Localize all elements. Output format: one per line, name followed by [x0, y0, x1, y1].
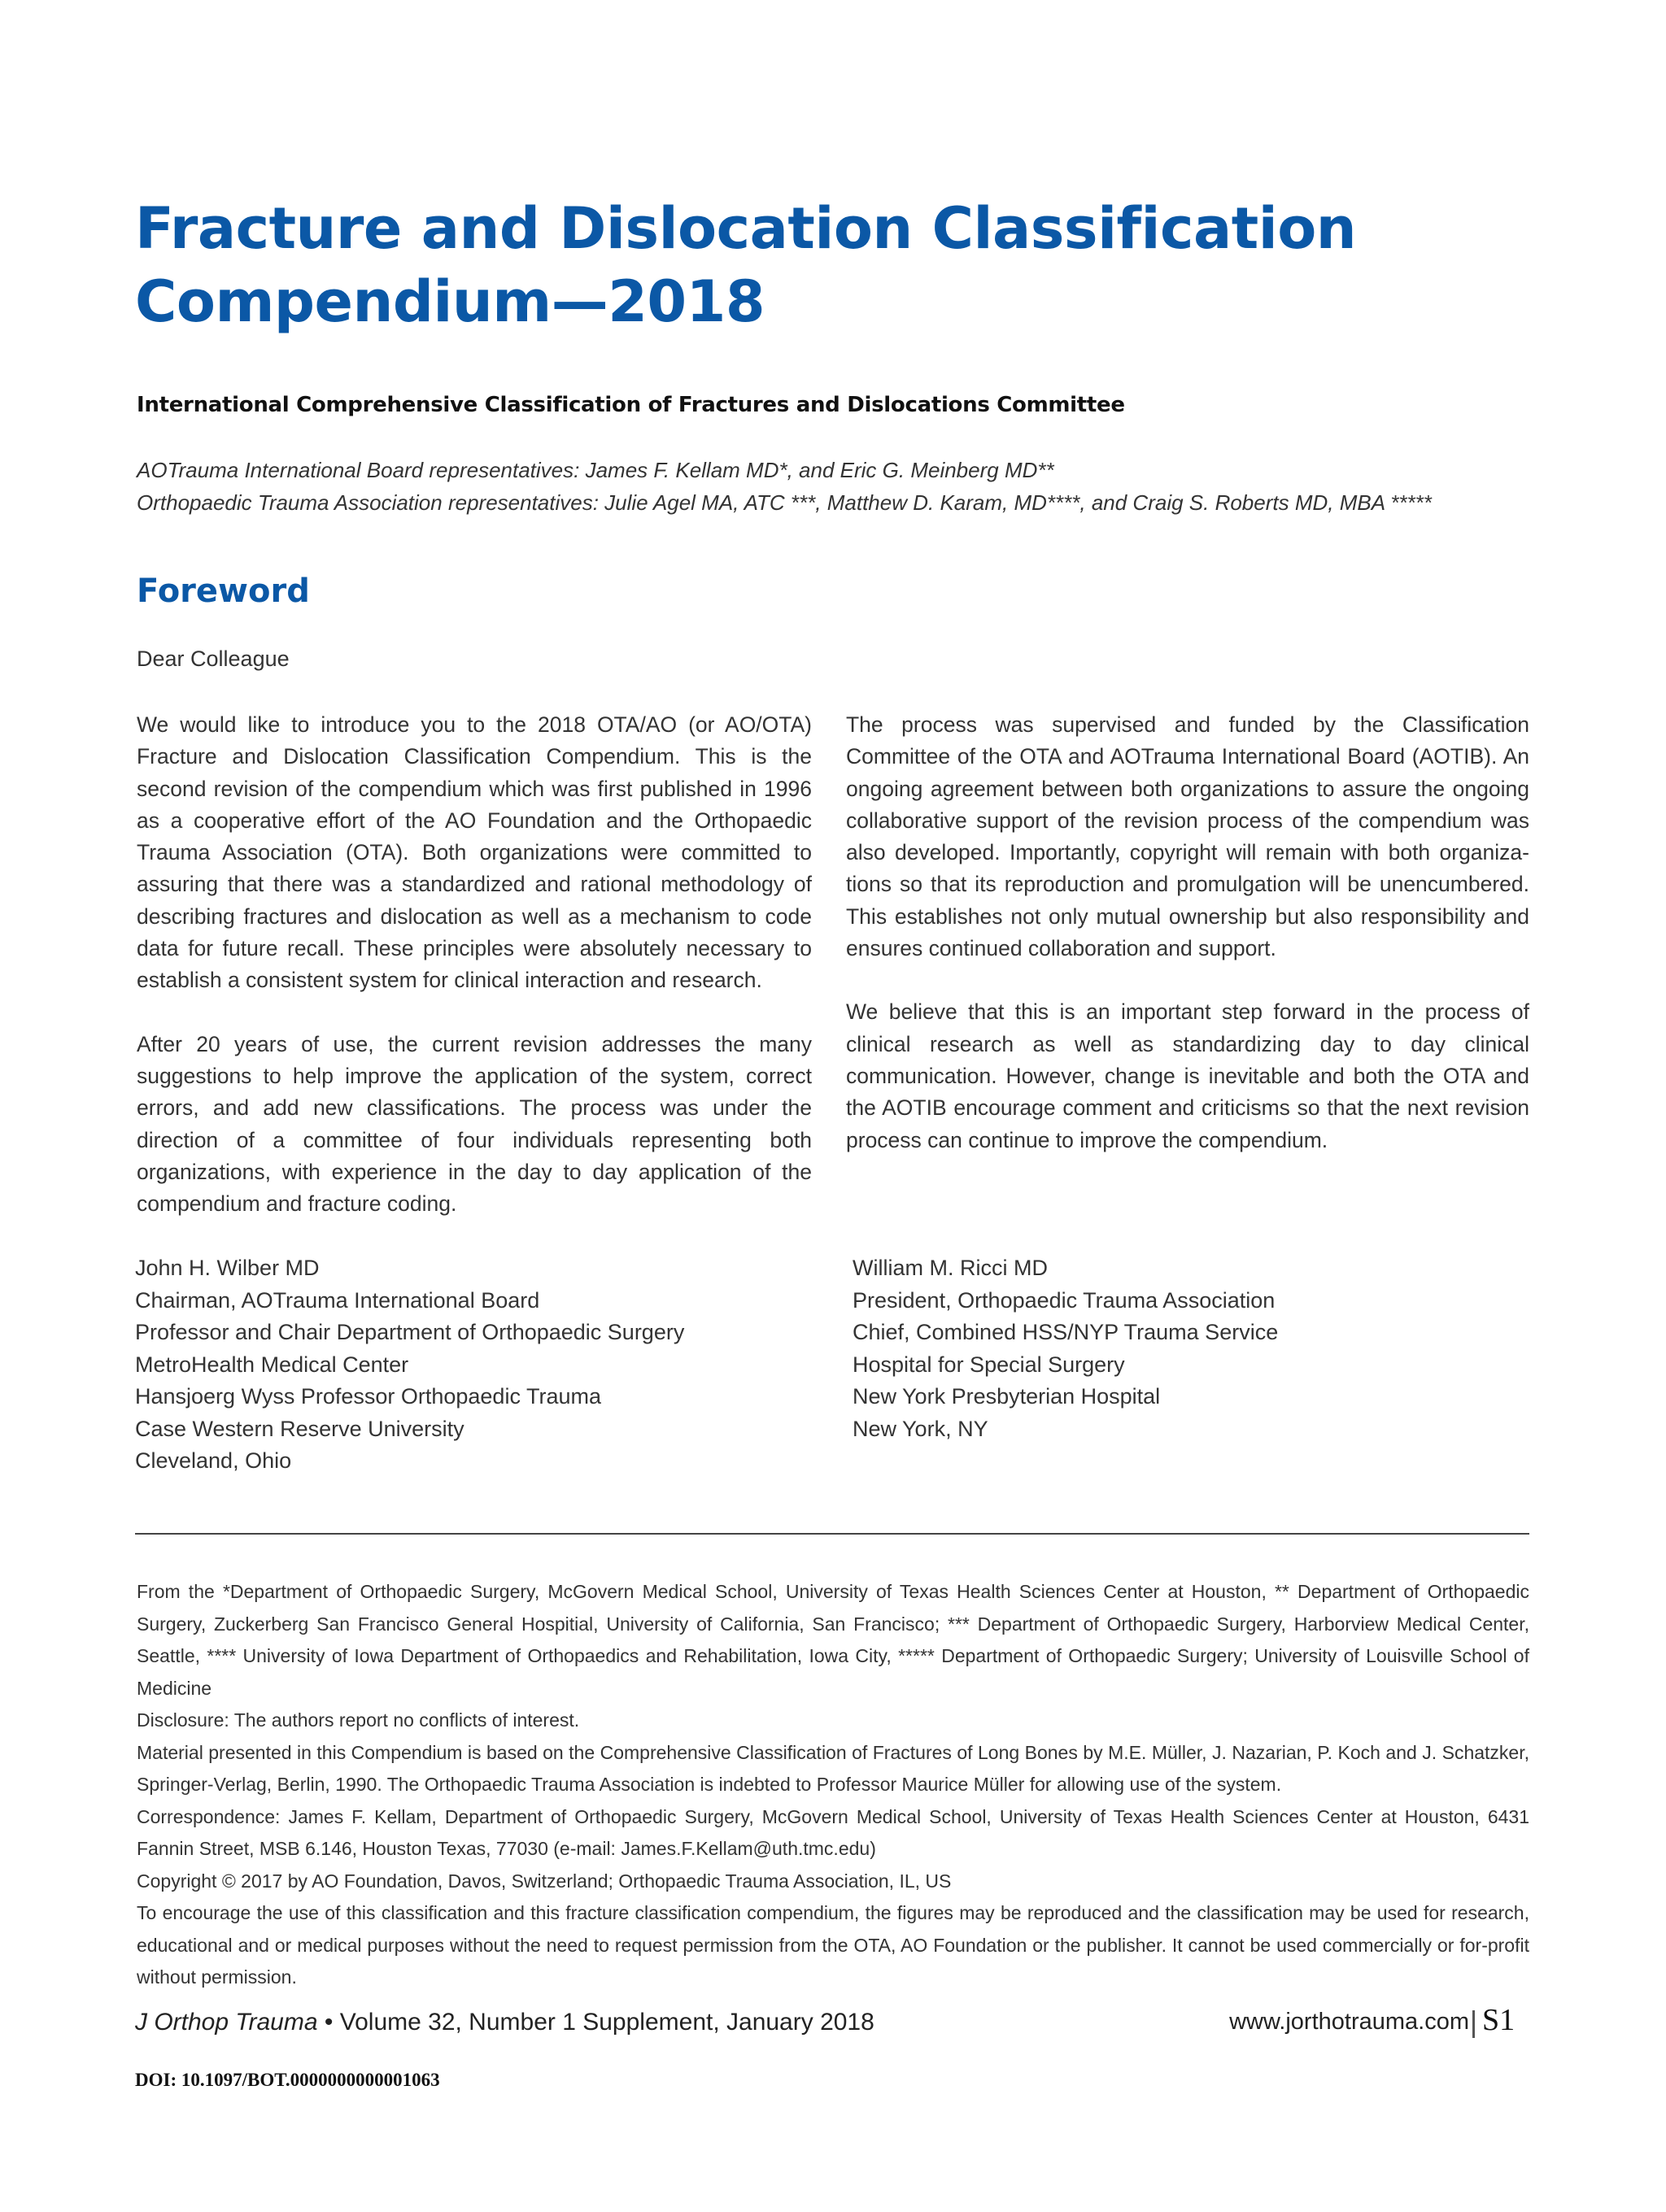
body-paragraph: After 20 years of use, the current revision addresses the many suggestions to help improve the application of the system, correct errors, and add new classifications. The process was under the direction of a committee of four individuals representing both organizations, with experience in the day to day application of the compendium and fracture coding.: [137, 1031, 812, 1217]
representatives: [137, 454, 1601, 519]
footer-divider: [1472, 2010, 1475, 2038]
body-paragraph: We believe that this is an important step forward in the process of clinical research as well as standardizing day to day clinical communication. However, change is inevitable and both the OTA and the AOTIB encourage comment and criticisms so that the next revision process can continue to improve the compendium.: [846, 999, 1529, 1152]
journal-website: www.jorthotrauma.com: [1229, 2009, 1469, 2035]
signature-line: New York Presbyterian Hospital: [853, 1384, 1161, 1409]
signature-line: Hospital for Special Surgery: [853, 1352, 1125, 1377]
journal-issue: Volume 32, Number 1 Supplement, January 2018: [339, 2009, 874, 2036]
signature-line: Professor and Chair Department of Orthopaedic Surgery: [135, 1320, 685, 1344]
signature-line: Hansjoerg Wyss Professor Orthopaedic Trauma: [135, 1384, 601, 1409]
signature-line: William M. Ricci MD: [853, 1256, 1048, 1280]
footnote-correspondence: Correspondence: James F. Kellam, Department of Orthopaedic Surgery, McGovern Medical School, University of Texas Health Sciences Center at Houston, 6431 Fannin Street, MSB 6.146, Houston Texas, 77030 (e-mail: James.F.Kellam@uth.tmc.edu): [137, 1805, 1529, 1859]
journal-name: J Orthop Trauma: [135, 2009, 318, 2036]
footnote-copyright: Copyright © 2017 by AO Foundation, Davos, Switzerland; Orthopaedic Trauma Association, IL, US: [137, 1870, 952, 1892]
signature-line: John H. Wilber MD: [135, 1256, 320, 1280]
page-number: S1: [1482, 2003, 1516, 2037]
committee-name: International Comprehensive Classification of Fractures and Dislocations Committee: [137, 393, 1125, 417]
doi: DOI: 10.1097/BOT.0000000000001063: [135, 2070, 440, 2090]
footnote-permission: To encourage the use of this classification and this fracture classification compendium, the figures may be reproduced and the classification may be used for research, educational and or medical purposes without the need to request permission from the OTA, AO Foundation or the publisher. It cannot be used commercially or for-profit without permission.: [137, 1902, 1529, 1988]
footnotes: [137, 1576, 1529, 1994]
article-title-line-2: Compendium—2018: [135, 268, 765, 335]
signature-line: President, Orthopaedic Trauma Association: [853, 1287, 1276, 1313]
bullet-separator: •: [324, 2009, 334, 2036]
greeting: Dear Colleague: [137, 647, 290, 671]
footnote-affiliations: From the *Department of Orthopaedic Surgery, McGovern Medical School, University of Texas Health Sciences Center at Houston, ** Department of Orthopaedic Surgery, Zuckerberg San Francisco General Hospitial, University of California, San Francisco; *** Department of Orthopaedic Surgery, Harborview Medical Center, Seattle, **** University of Iowa Department of Orthopaedics and Rehabilitation, Iowa City, ***** Department of Orthopaedic Surgery; University of Louisville School of Medicine: [137, 1581, 1529, 1699]
footnote-divider: [135, 1533, 1529, 1535]
ao-representatives: AOTrauma International Board representatives: James F. Kellam MD*, and Eric G. Meinberg MD**: [137, 458, 1054, 482]
footnote-disclosure: Disclosure: The authors report no conflicts of interest.: [137, 1709, 580, 1731]
journal-citation: [135, 2009, 874, 2036]
body-paragraph: We would like to introduce you to the 2018 OTA/AO (or AO/OTA) Fracture and Dislocation Classification Compendium. This is the second revision of the compendium which was first published in 1996 as a cooperative effort of the AO Foundation and the Orthopaedic Trauma Association (OTA). Both organizations were committed to assuring that there was a standardized and rational methodology of describing fractures and dislocation as well as a mechanism to code data for future recall. These principles were absolutely necessary to establish a consistent system for clinical interaction and research.: [137, 712, 812, 993]
article-title-line-1: Fracture and Dislocation Classification: [135, 195, 1357, 262]
signature-wilber: [135, 1252, 684, 1478]
body-column-left: [137, 709, 812, 1220]
ota-representatives: Orthopaedic Trauma Association representatives: Julie Agel MA, ATC ***, Matthew D. Karam, MD****, and Craig S. Roberts MD, MBA *****: [137, 490, 1432, 515]
article-title: [135, 192, 1599, 338]
signature-line: New York, NY: [853, 1416, 988, 1441]
signature-line: Cleveland, Ohio: [135, 1448, 292, 1473]
body-paragraph: The process was supervised and funded by the Classification Committee of the OTA and AOTrauma International Board (AOTIB). An ongoing agreement between both organizations to assure the ongoing collaborative support of the revision process of the compendium was also developed. Importantly, copyright will remain with both organizations so that its reproduction and promulgation will be unencumbered. This establishes not only mutual ownership but also responsibility and ensures continued collaboration and support.: [846, 712, 1529, 961]
signature-line: Chief, Combined HSS/NYP Trauma Service: [853, 1320, 1279, 1344]
body-column-right: [846, 709, 1529, 1156]
signature-line: Chairman, AOTrauma International Board: [135, 1287, 540, 1313]
signature-ricci: [853, 1252, 1278, 1445]
footnote-material: Material presented in this Compendium is based on the Comprehensive Classification of Fractures of Long Bones by M.E. Müller, J. Nazarian, P. Koch and J. Schatzker, Springer-Verlag, Berlin, 1990. The Orthopaedic Trauma Association is indebted to Professor Maurice Müller for allowing use of the system.: [137, 1741, 1529, 1795]
signature-line: MetroHealth Medical Center: [135, 1352, 409, 1377]
signature-line: Case Western Reserve University: [135, 1416, 464, 1441]
section-heading: Foreword: [137, 573, 310, 610]
